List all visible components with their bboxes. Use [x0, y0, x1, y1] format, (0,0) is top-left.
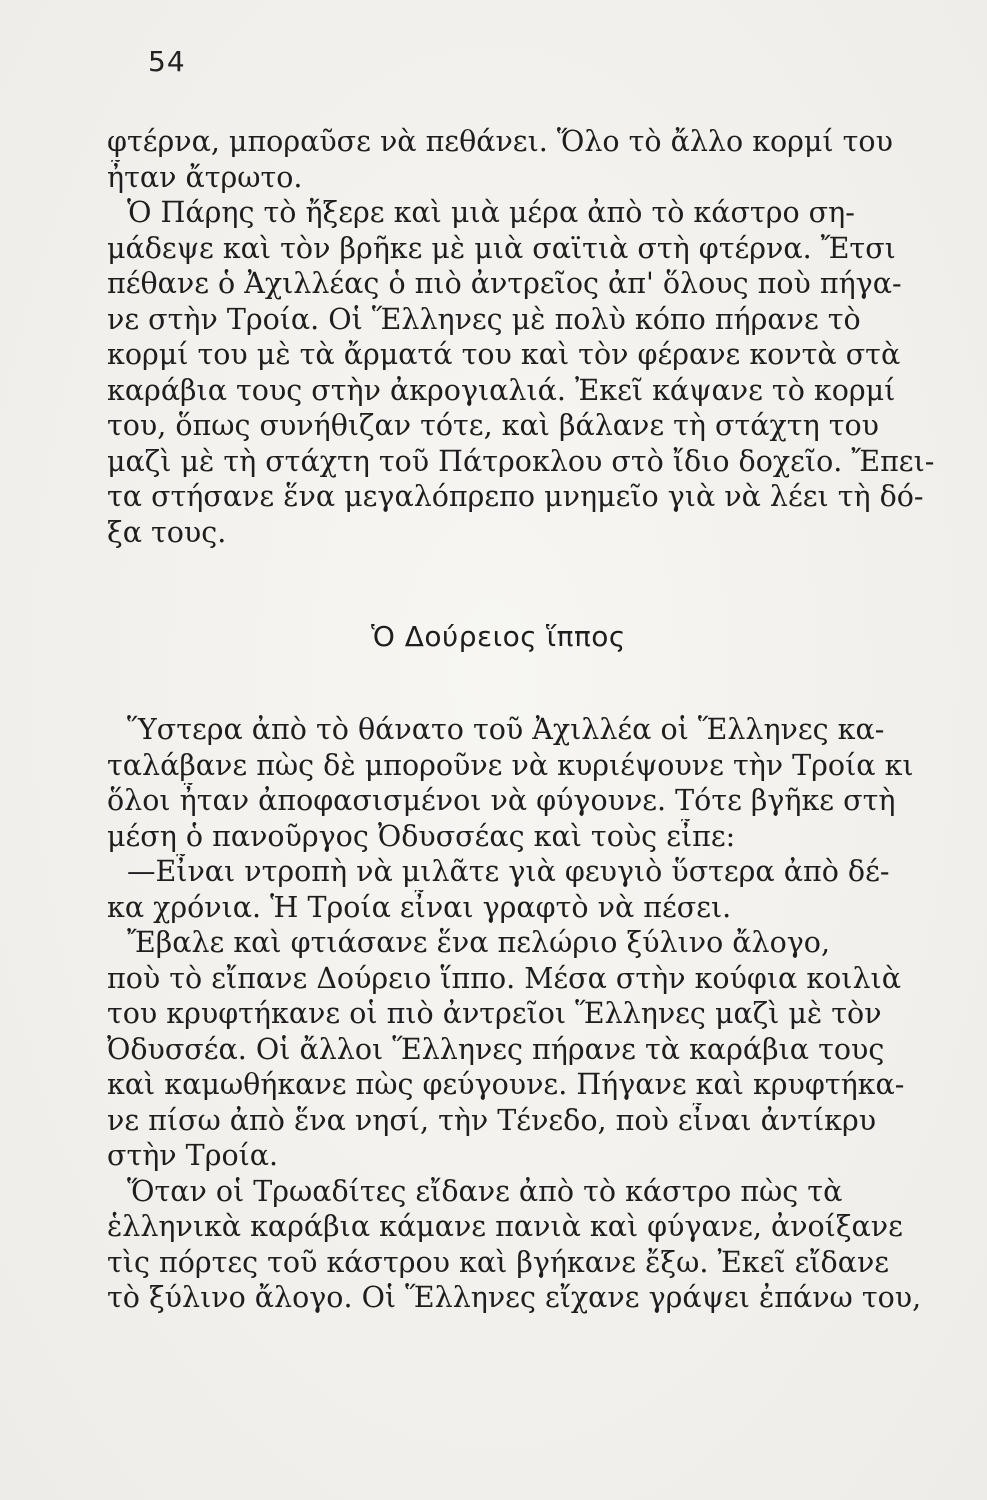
text-line: ἑλληνικὰ καράβια κάμανε πανιὰ καὶ φύγανε, ἀνοίξανε — [107, 1210, 903, 1243]
text-line: νε πίσω ἀπὸ ἕνα νησί, τὴν Τένεδο, ποὺ εἶναι ἀντίκρυ — [107, 1103, 877, 1137]
text-line: Ὕστερα ἀπὸ τὸ θάνατο τοῦ Ἀχιλλέα οἱ Ἕλληνες κα- — [127, 713, 885, 746]
section-heading: Ὁ Δούρειος ἵππος — [371, 620, 626, 653]
text-line: Ὅταν οἱ Τρωαδίτες εἴδανε ἀπὸ τὸ κάστρο πὼς τὰ — [127, 1174, 843, 1208]
text-line: καράβια τους στὴν ἀκρογιαλιά. Ἐκεῖ κάψανε τὸ κορμί — [107, 373, 896, 407]
text-line: καὶ καμωθήκανε πὼς φεύγουνε. Πήγανε καὶ κρυφτήκα- — [107, 1068, 905, 1101]
text-line: μαζὶ μὲ τὴ στάχτη τοῦ Πάτροκλου στὸ ἴδιο δοχεῖο. Ἔπει- — [107, 444, 935, 478]
text-line: φτέρνα, μποραῦσε νὰ πεθάνει. Ὅλο τὸ ἄλλο κορμί του — [107, 125, 893, 158]
text-block-trojan-horse — [107, 712, 945, 1316]
text-line: ποὺ τὸ εἴπανε Δούρειο ἵππο. Μέσα στὴν κούφια κοιλιὰ — [107, 961, 901, 995]
text-line: τὸ ξύλινο ἄλογο. Οἱ Ἕλληνες εἴχανε γράψει ἐπάνω του, — [107, 1281, 922, 1314]
text-line: μάδεψε καὶ τὸν βρῆκε μὲ μιὰ σαϊτιὰ στὴ φτέρνα. Ἔτσι — [107, 231, 896, 265]
text-line: ξα τους. — [107, 515, 227, 549]
text-block-achilles — [107, 124, 945, 550]
text-line: ὅλοι ἦταν ἀποφασισμένοι νὰ φύγουνε. Τότε βγῆκε στὴ — [107, 784, 896, 817]
text-line: ἦταν ἄτρωτο. — [107, 160, 303, 194]
text-line: νε στὴν Τροία. Οἱ Ἕλληνες μὲ πολὺ κόπο πήρανε τὸ — [107, 302, 861, 336]
text-line: στὴν Τροία. — [107, 1139, 279, 1172]
text-line: του, ὅπως συνήθιζαν τότε, καὶ βάλανε τὴ στάχτη του — [107, 409, 879, 442]
text-line: πέθανε ὁ Ἀχιλλέας ὁ πιὸ ἀντρεῖος ἀπ' ὅλους ποὺ πήγα- — [107, 267, 902, 300]
text-line: —Εἶναι ντροπὴ νὰ μιλᾶτε γιὰ φευγιὸ ὕστερα ἀπὸ δέ- — [127, 855, 890, 888]
text-line: Ὀδυσσέα. Οἱ ἄλλοι Ἕλληνες πήρανε τὰ καράβια τους — [107, 1032, 885, 1066]
text-line: τὶς πόρτες τοῦ κάστρου καὶ βγήκανε ἔξω. Ἐκεῖ εἴδανε — [107, 1245, 890, 1279]
text-line: Ὁ Πάρης τὸ ἤξερε καὶ μιὰ μέρα ἀπὸ τὸ κάστρο ση- — [127, 196, 855, 229]
text-line: κορμί του μὲ τὰ ἄρματά του καὶ τὸν φέρανε κοντὰ στὰ — [107, 338, 901, 371]
text-line: Ἔβαλε καὶ φτιάσανε ἕνα πελώριο ξύλινο ἄλογο, — [127, 926, 831, 959]
text-line: μέση ὁ πανοῦργος Ὀδυσσέας καὶ τοὺς εἶπε: — [107, 819, 736, 853]
page-number: 54 — [148, 45, 186, 78]
text-line: ταλάβανε πὼς δὲ μποροῦνε νὰ κυριέψουνε τὴν Τροία κι — [107, 748, 914, 782]
text-line: τα στήσανε ἕνα μεγαλόπρεπο μνημεῖο γιὰ νὰ λέει τὴ δό- — [107, 480, 924, 513]
text-line: κα χρόνια. Ἡ Τροία εἶναι γραφτὸ νὰ πέσει. — [107, 890, 732, 924]
text-line: του κρυφτήκανε οἱ πιὸ ἀντρεῖοι Ἕλληνες μαζὶ μὲ τὸν — [107, 997, 882, 1030]
